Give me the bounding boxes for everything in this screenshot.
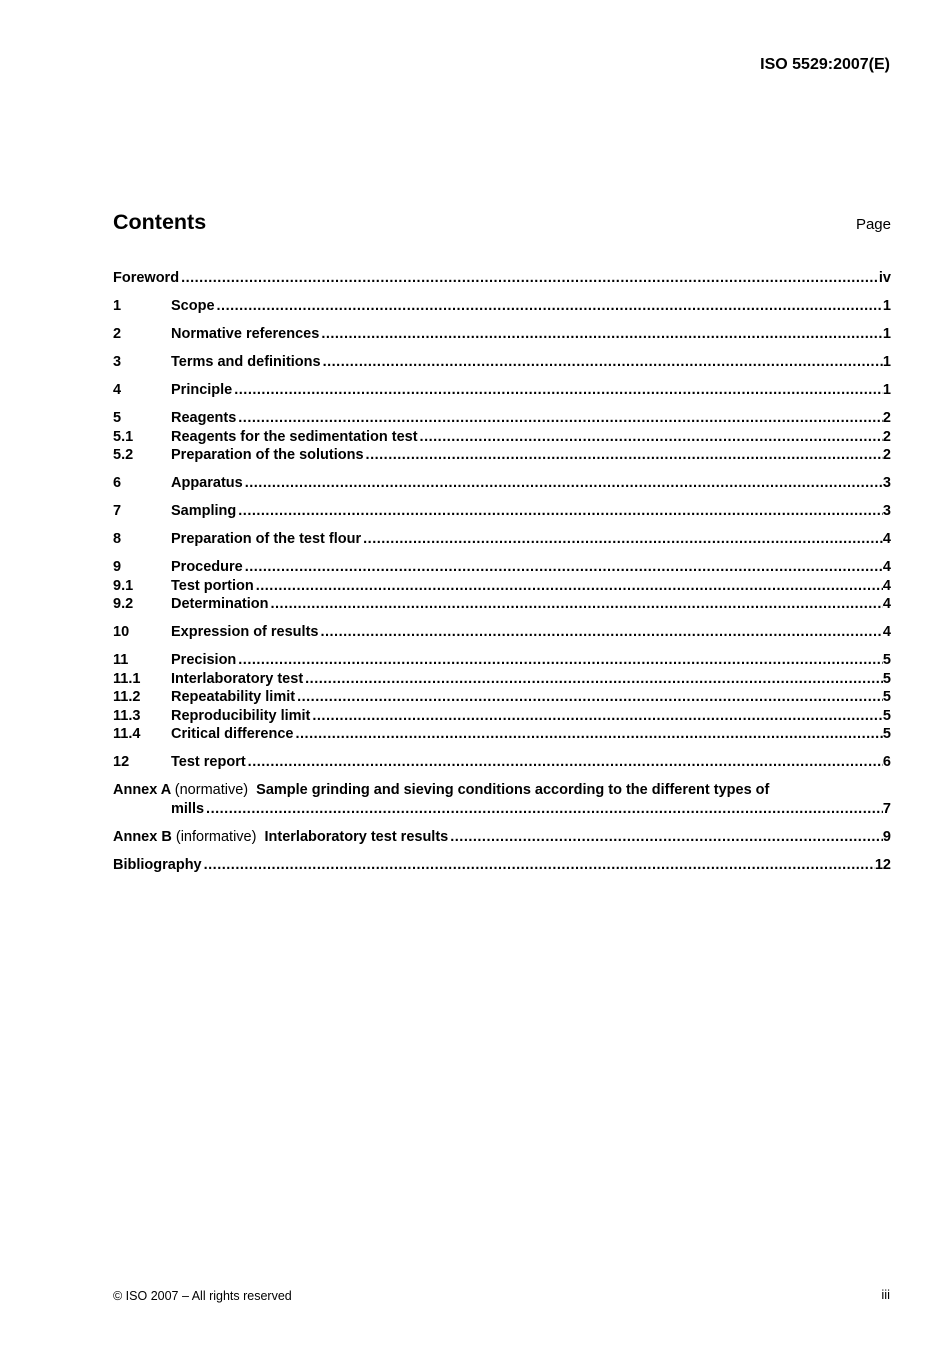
page-column-label: Page	[855, 216, 891, 233]
bibliography-page: 12	[874, 856, 891, 873]
toc-entry[interactable]	[113, 502, 891, 521]
toc-entry-title: Interlaboratory test	[171, 670, 304, 687]
toc-entry-page: iv	[878, 270, 891, 286]
toc-entry[interactable]	[113, 446, 891, 465]
toc-entry-title: Reagents	[171, 410, 237, 426]
toc-entry[interactable]	[113, 269, 891, 288]
annex-b-page: 9	[882, 828, 891, 845]
leader-dots	[319, 325, 883, 344]
toc-entry-line	[171, 753, 891, 772]
toc-entry-title: Procedure	[171, 559, 243, 575]
toc-entry-line	[171, 409, 891, 428]
toc-entry[interactable]	[113, 558, 891, 577]
toc-entry-line	[171, 325, 891, 344]
toc-entry-number: 12	[113, 754, 130, 770]
toc-entry[interactable]	[113, 297, 891, 316]
bibliography-title: Bibliography	[113, 856, 202, 873]
document-id: ISO 5529:2007(E)	[760, 56, 890, 73]
toc-entry-title: Precision	[171, 652, 237, 668]
leader-dots	[236, 651, 883, 670]
annex-a-title-line1: Sample grinding and sieving conditions according to the different types of	[256, 782, 770, 798]
toc-entry-number: 3	[113, 354, 122, 370]
annex-a-label: Annex A	[113, 782, 171, 798]
toc-entry[interactable]	[113, 353, 891, 372]
toc-entry-page: 3	[882, 503, 891, 519]
toc-entry-number: 5.1	[113, 428, 134, 445]
toc-entry[interactable]	[113, 428, 891, 447]
leader-dots	[310, 707, 883, 726]
toc-entry-title: Apparatus	[171, 475, 243, 491]
leader-dots	[204, 800, 883, 819]
toc-entry-page: 6	[882, 754, 891, 770]
toc-entry-number: 6	[113, 475, 122, 491]
annex-b-heading	[113, 828, 448, 847]
toc-entry[interactable]	[113, 651, 891, 670]
annex-a-line1	[113, 781, 891, 800]
annex-b-line	[113, 828, 891, 847]
toc-entry-title: Foreword	[113, 270, 180, 286]
toc-entry[interactable]	[113, 381, 891, 400]
toc-entry-page: 4	[882, 559, 891, 575]
toc-entry-title: Repeatability limit	[171, 689, 296, 705]
toc-entry-line	[171, 474, 891, 493]
toc-entry-annex-a[interactable]	[113, 781, 891, 818]
leader-dots	[243, 558, 883, 577]
leader-dots	[202, 856, 875, 875]
leader-dots	[294, 725, 883, 744]
footer-copyright: © ISO 2007 – All rights reserved	[113, 1289, 292, 1303]
annex-b-type: (informative)	[175, 828, 257, 845]
toc-entry-page: 2	[882, 447, 891, 463]
toc-entry-line	[171, 381, 891, 400]
toc-entry[interactable]	[113, 623, 891, 642]
leader-dots	[448, 828, 883, 847]
toc-entry-title: Expression of results	[171, 624, 319, 640]
contents-title: Contents	[113, 210, 207, 234]
toc-entry-number: 9	[113, 559, 122, 575]
toc-entry[interactable]	[113, 530, 891, 549]
leader-dots	[236, 502, 883, 521]
toc-entry-number: 9.2	[113, 596, 134, 612]
toc-entry[interactable]	[113, 595, 891, 614]
toc-entry-title: Reproducibility limit	[171, 707, 311, 724]
toc-entry-title: Scope	[171, 298, 215, 314]
toc-entry-page: 4	[882, 577, 891, 594]
leader-dots	[236, 409, 883, 428]
toc-entry-number: 7	[113, 503, 122, 519]
toc-entry-title: Reagents for the sedimentation test	[171, 428, 418, 445]
toc-entry[interactable]	[113, 725, 891, 744]
toc-entry-line	[171, 558, 891, 577]
toc-entry-number: 5.2	[113, 447, 134, 463]
toc-entry-title: Terms and definitions	[171, 354, 321, 370]
toc-entry-line	[171, 595, 891, 614]
leader-dots	[303, 670, 883, 689]
toc-entry-page: 1	[882, 326, 891, 342]
toc-entry-page: 5	[882, 689, 891, 705]
toc-entry-page: 1	[882, 354, 891, 370]
annex-b-title: Interlaboratory test results	[264, 828, 449, 845]
toc-entry[interactable]	[113, 688, 891, 707]
annex-a-title-line2: mills	[171, 800, 205, 817]
leader-dots	[364, 446, 883, 465]
toc-entry-page: 4	[882, 624, 891, 640]
toc-entry-number: 5	[113, 410, 122, 426]
leader-dots	[269, 595, 883, 614]
footer-page-number: iii	[881, 1287, 890, 1302]
leader-dots	[254, 577, 883, 596]
toc-entry-number: 11.1	[113, 670, 141, 687]
table-of-contents	[113, 269, 891, 874]
toc-entry-page: 2	[882, 410, 891, 426]
annex-a-line2	[171, 800, 891, 819]
toc-entries	[113, 269, 891, 772]
toc-entry-page: 5	[882, 707, 891, 724]
toc-entry-line	[171, 688, 891, 707]
toc-entry-page: 3	[882, 475, 891, 491]
toc-entry-line	[171, 530, 891, 549]
leader-dots	[361, 530, 883, 549]
toc-entry-number: 8	[113, 531, 122, 547]
toc-entry-title: Preparation of the test flour	[171, 531, 362, 547]
toc-entry[interactable]	[113, 707, 891, 726]
toc-entry-line	[171, 707, 891, 726]
bibliography-line	[113, 856, 891, 875]
toc-entry-line	[171, 446, 891, 465]
toc-entry-number: 1	[113, 298, 122, 314]
toc-entry-page: 4	[882, 531, 891, 547]
toc-entry-line	[171, 651, 891, 670]
toc-entry-number: 10	[113, 624, 130, 640]
toc-entry-title: Determination	[171, 596, 269, 612]
leader-dots	[295, 688, 883, 707]
toc-entry-number: 11.4	[113, 726, 141, 742]
toc-entry-page: 1	[882, 298, 891, 314]
toc-entry-page: 2	[882, 428, 891, 445]
leader-dots	[232, 381, 883, 400]
toc-entry-title: Preparation of the solutions	[171, 447, 364, 463]
toc-entry-annex-b[interactable]	[113, 828, 891, 847]
toc-entry-title: Test portion	[171, 577, 254, 594]
annex-a-page: 7	[882, 800, 891, 817]
toc-entry-page: 1	[882, 382, 891, 398]
leader-dots	[246, 753, 883, 772]
toc-entry-title: Principle	[171, 382, 233, 398]
leader-dots	[321, 353, 883, 372]
leader-dots	[179, 269, 879, 288]
contents-header	[113, 210, 891, 235]
toc-entry-title: Critical difference	[171, 726, 294, 742]
toc-entry[interactable]	[113, 474, 891, 493]
toc-entry-bibliography[interactable]	[113, 856, 891, 875]
toc-entry-page: 5	[882, 670, 891, 687]
toc-entry-title: Sampling	[171, 503, 237, 519]
toc-entry-number: 4	[113, 382, 122, 398]
toc-entry-number: 2	[113, 326, 122, 342]
leader-dots	[418, 428, 883, 447]
toc-entry[interactable]	[113, 577, 891, 596]
toc-entry-page: 5	[882, 652, 891, 668]
toc-entry-line	[171, 577, 891, 596]
toc-entry-line	[171, 725, 891, 744]
annex-b-label: Annex B	[113, 828, 172, 845]
leader-dots	[318, 623, 882, 642]
toc-entry-page: 4	[882, 596, 891, 612]
toc-entry[interactable]	[113, 409, 891, 428]
toc-entry[interactable]	[113, 325, 891, 344]
toc-entry-page: 5	[882, 726, 891, 742]
toc-entry[interactable]	[113, 753, 891, 772]
toc-entry-line	[113, 269, 891, 288]
toc-entry-number: 9.1	[113, 577, 134, 594]
toc-entry-line	[171, 428, 891, 447]
toc-entry-line	[171, 623, 891, 642]
toc-entry-number: 11.2	[113, 689, 141, 705]
toc-entry-number: 11	[113, 652, 129, 668]
toc-entry-title: Test report	[171, 754, 246, 770]
toc-entry-line	[171, 353, 891, 372]
annex-a-type: (normative)	[174, 782, 249, 798]
toc-entry-line	[171, 502, 891, 521]
leader-dots	[215, 297, 883, 316]
toc-entry-number: 11.3	[113, 707, 141, 724]
toc-entry[interactable]	[113, 670, 891, 689]
toc-entry-title: Normative references	[171, 326, 320, 342]
toc-entry-line	[171, 670, 891, 689]
toc-entry-line	[171, 297, 891, 316]
leader-dots	[243, 474, 883, 493]
